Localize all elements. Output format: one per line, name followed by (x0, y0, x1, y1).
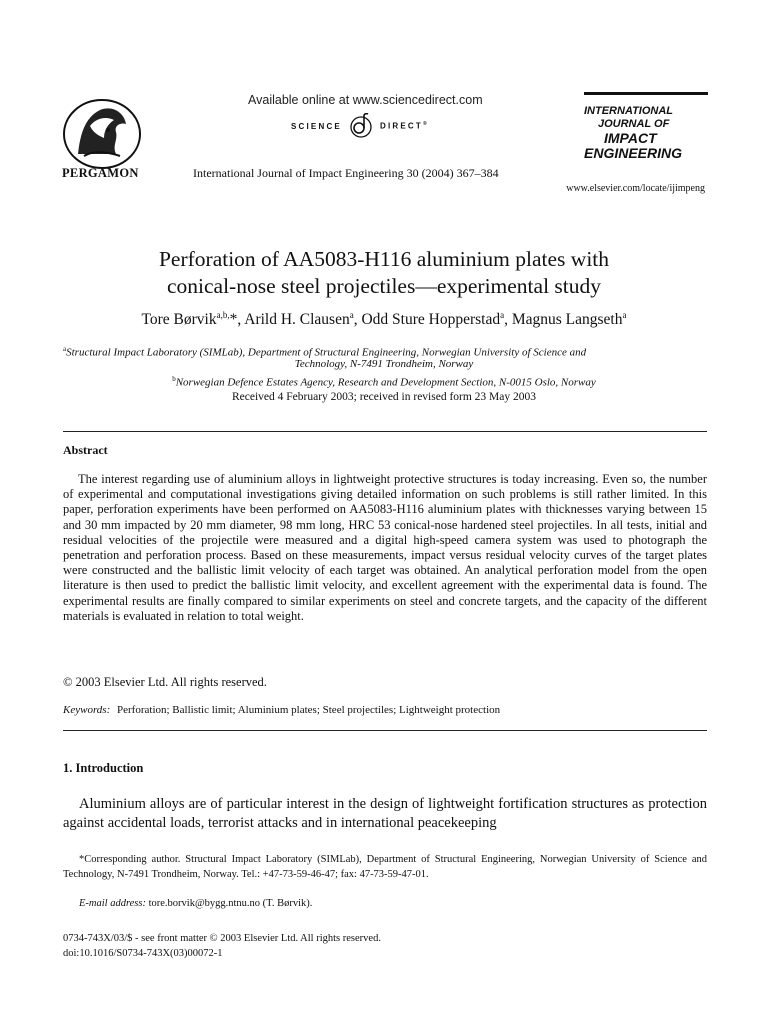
introduction-paragraph: Aluminium alloys are of particular interest in the design of lightweight fortification structures as protection against accidental loads, terrorist attacks and in international peacekeeping (63, 796, 707, 831)
journal-logo-line4: ENGINEERING (584, 145, 683, 161)
abstract-body: The interest regarding use of aluminium alloys in lightweight protective structures is today increasing. Even so, the number of experimental and computational investigations giving detailed information on such problems is still rather limited. In this paper, perforation experiments have been performed on AA5083-H116 aluminium plates with thicknesses varying between 15 and 30 mm impacted by 20 mm diameter, 98 mm long, HRC 53 conical-nose hardened steel projectiles. In all tests, initial and residual velocities of the projectile were measured and a digital high-speed camera system was used to photograph the penetration and perforation process. Based on these measurements, impact versus residual velocity curves of the target plates were constructed and the ballistic limit velocity of each target was obtained. An analytical perforation model from the open literature is then used to predict the ballistic limit velocity, and excellent agreement with the experimental data is found. The experimental results are finally compared to similar experiments on steel and concrete targets, and the capacity of the different materials is evaluated in relation to total weight. (63, 472, 707, 623)
affiliation-b (0, 372, 768, 391)
journal-citation: International Journal of Impact Engineering 30 (2004) 367–384 (193, 166, 499, 180)
author-list: Tore Børvik$^{a,b,}$*, Arild H. Clausen$^a$, Odd Sture Hopperstad$^a$, Magnus Langseth$^a$ (141, 310, 627, 329)
issn-line: 0734-743X/03/$ - see front matter © 2003 Elsevier Ltd. All rights reserved. (63, 933, 381, 944)
article-title-line2: conical-nose steel projectiles—experimental study (166, 274, 602, 298)
divider-bottom (63, 730, 707, 731)
doi-link[interactable]: doi:10.1016/S0734-743X(03)00072-1 (63, 948, 223, 959)
journal-logo (584, 92, 708, 161)
author-affil-marker: a (349, 310, 354, 320)
publisher-name: PERGAMON (62, 166, 139, 180)
affiliation-a-label: a (63, 345, 67, 353)
sciencedirect-d-icon (348, 113, 374, 139)
author-name: Odd Sture Hopperstad (361, 311, 501, 329)
sd-right-word: DIRECT (379, 121, 423, 131)
sciencedirect-logo (291, 113, 427, 139)
affiliation-b-label: b (172, 375, 176, 383)
affiliation-a-line2: Technology, N-7491 Trondheim, Norway (294, 358, 474, 370)
keywords (63, 704, 500, 716)
author-affil-marker: a (622, 310, 627, 320)
received-dates: Received 4 February 2003; received in revised form 23 May 2003 (231, 391, 537, 403)
divider-top (63, 431, 707, 432)
author-name: Tore Børvik (141, 311, 217, 329)
author-name: Arild H. Clausen (244, 311, 350, 329)
journal-logo-line2: JOURNAL OF (598, 118, 670, 130)
article-title-line1: Perforation of AA5083-H116 aluminium plates with (158, 247, 610, 271)
abstract-heading: Abstract (63, 443, 108, 457)
affiliation-a-text: Structural Impact Laboratory (SIMLab), Department of Structural Engineering, Norwegian University of Science and (66, 346, 587, 359)
email-address-link[interactable]: tore.borvik@bygg.ntnu.no (T. Børvik). (148, 898, 313, 909)
author-affil-marker: a (500, 310, 505, 320)
author-name: Magnus Langseth (511, 311, 623, 329)
email-line (79, 898, 312, 909)
keywords-list: Perforation; Ballistic limit; Aluminium plates; Steel projectiles; Lightweight protection (117, 704, 501, 716)
affiliation-b-text: Norwegian Defence Estates Agency, Research and Development Section, N-0015 Oslo, Norway (175, 376, 596, 389)
section-heading-introduction: 1. Introduction (63, 761, 144, 775)
abstract-copyright: © 2003 Elsevier Ltd. All rights reserved. (63, 675, 267, 689)
corresponding-star[interactable]: * (229, 311, 238, 329)
available-online-text: Available online at www.sciencedirect.com (248, 93, 483, 107)
journal-logo-line3: IMPACT (604, 130, 657, 146)
corresponding-author-footnote: *Corresponding author. Structural Impact Laboratory (SIMLab), Department of Structural Engineering, Norwegian University of Science and Technology, N-7491 Trondheim, Norway. Tel.: +47-73-59-46-47; fax: 47-73-59-47-01. (63, 854, 707, 880)
sd-registered-mark: ® (422, 121, 427, 128)
author-affil-marker: a,b, (216, 310, 230, 320)
pergamon-logo-icon (60, 96, 144, 172)
journal-url-link[interactable]: www.elsevier.com/locate/ijimpeng (566, 183, 705, 194)
keywords-label: Keywords: (63, 704, 111, 716)
email-label: E-mail address: (79, 898, 146, 909)
sd-left-word: SCIENCE (291, 121, 342, 131)
journal-logo-line1: INTERNATIONAL (584, 105, 674, 117)
journal-logo-bar (584, 92, 708, 95)
